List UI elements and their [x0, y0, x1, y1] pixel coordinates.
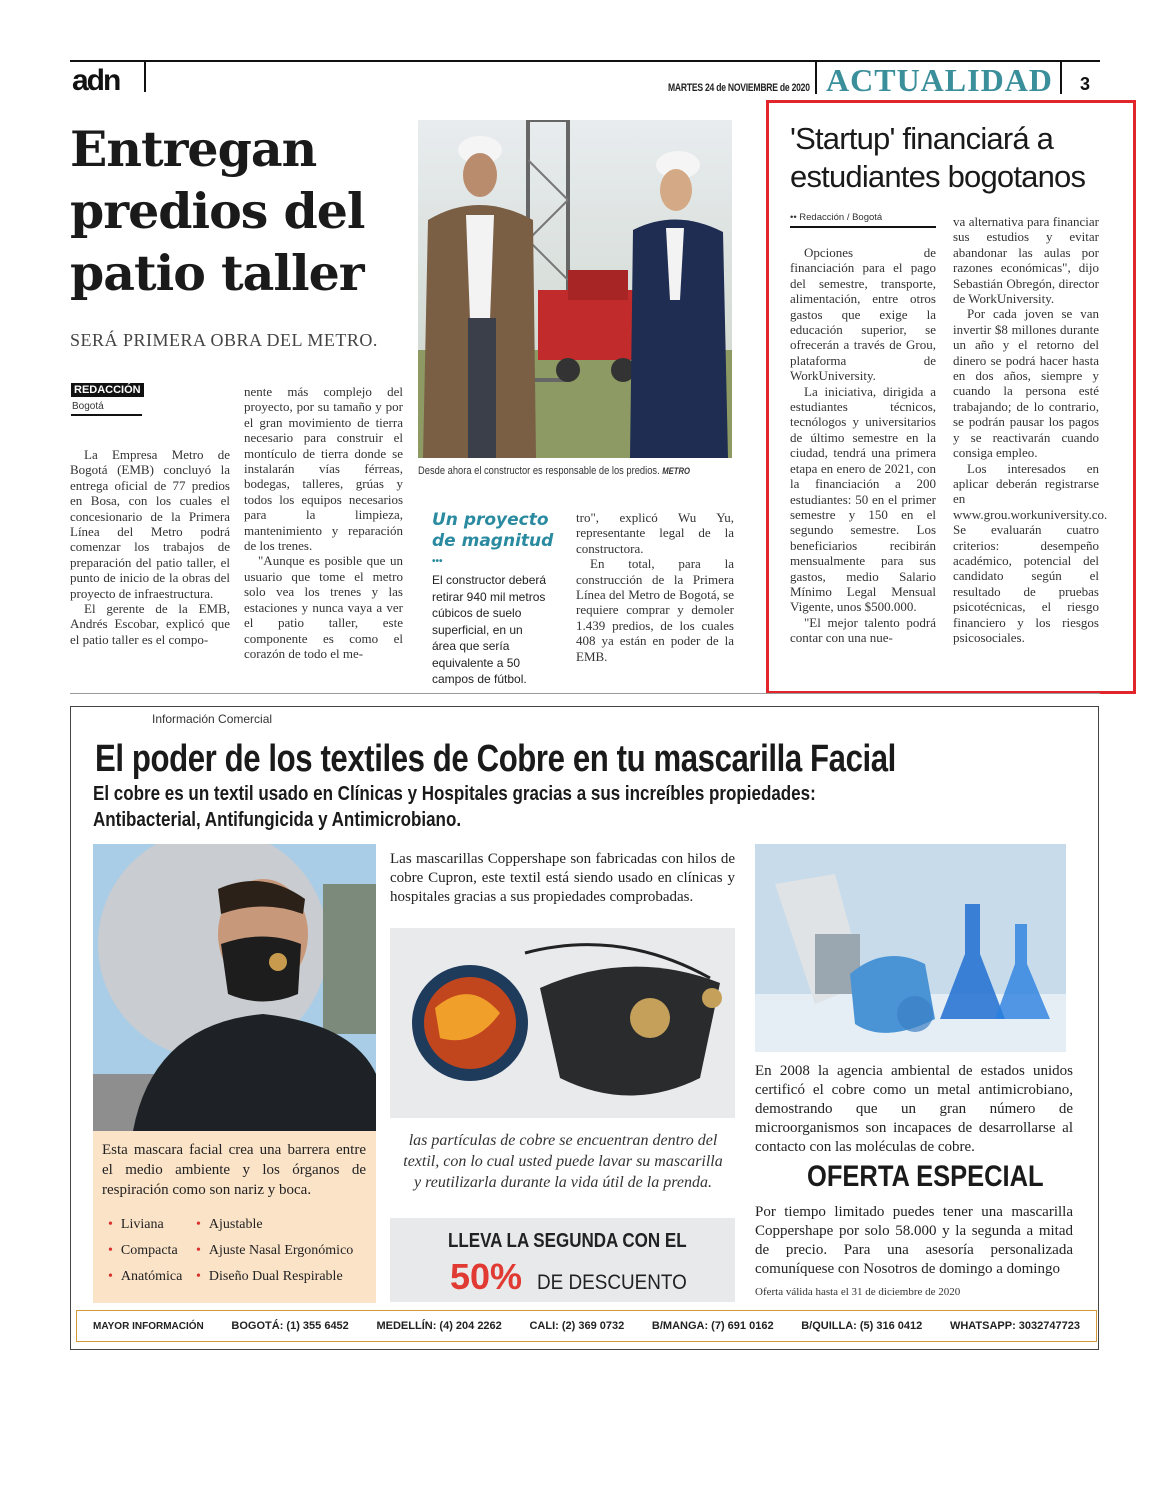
feature-item: • Ajustable — [196, 1217, 263, 1232]
headline-line-3: patio taller — [70, 244, 364, 302]
feature-item: • Liviana — [108, 1217, 164, 1232]
article-kicker: SERÁ PRIMERA OBRA DEL METRO. — [70, 330, 378, 350]
left-caption: Esta mascara facial crea una barrera entre el medio ambiente y los órganos de respiración como son nariz y boca. — [102, 1142, 366, 1198]
startup-byline-rule — [790, 226, 936, 228]
main-article-column-4 — [576, 510, 734, 664]
feature-item: • Ajuste Nasal Ergonómico — [196, 1243, 354, 1258]
paragraph: "Aunque es posible que un usuario que tome el metro solo vea los trenes y las estaciones y nunca vaya a ver el patio taller, este componente es como el corazón de todo el me- — [244, 553, 403, 661]
sidebar-text: El constructor deberá retirar 940 mil metros cúbicos de suelo superficial, en un área que sería equivalente a 50 campos de fútbol. — [432, 573, 547, 686]
promo-percent: 50% — [450, 1256, 523, 1297]
ad-headline: El poder de los textiles de Cobre en tu mascarilla Facial — [95, 738, 896, 780]
construction-site-photo — [418, 120, 732, 458]
lab-illustration — [755, 844, 1066, 1052]
paragraph: Los interesados en aplicar deberán registrarse en www.grou.workuniversity.co. Se evaluarán cuatro criterios: desempeño académico, potencial del candidato según el resultado de pruebas psicotécnicas, el riesgo financiero y los riesgos psicosociales. — [953, 460, 1108, 645]
logo-divider — [144, 62, 146, 92]
paragraph: nente más complejo del proyecto, por su tamaño y por el gran movimiento de tierra necesario para construir el montículo de tierra donde se instalarán vías férreas, bodegas, talleres, grúas y todos los equipos necesarios para la limpieza, mantenimiento y reparación de los trenes. — [244, 384, 403, 554]
byline-rule — [71, 414, 142, 416]
contact-whatsapp: WHATSAPP: 3032747723 — [949, 1320, 1080, 1332]
ad-subheadline-1: El cobre es un textil usado en Clínicas y Hospitales gracias a sus increíbles propiedades: — [93, 783, 816, 805]
date-divider — [815, 62, 817, 94]
contact-bmanga: B/MANGA: (7) 691 0162 — [651, 1320, 774, 1332]
feature-item: • Compacta — [108, 1243, 178, 1258]
copper-mask-product-photo — [390, 928, 735, 1118]
promo-suffix: DE DESCUENTO — [537, 1271, 687, 1294]
laboratory-photo — [755, 844, 1066, 1052]
startup-column-2 — [953, 214, 1108, 645]
offer-text: Por tiempo limitado puedes tener una mascarilla Coppershape por solo 58.000 y la segunda a mitad de precio. Para una asesoría personalizada comuníquese con Nosotros de domingo a domingo — [755, 1204, 1073, 1277]
startup-byline: •• Redacción / Bogotá — [790, 212, 883, 223]
paragraph: La iniciativa, dirigida a estudiantes técnicos, tecnólogos y universitarios de último semestre en la ciudad, tendrá una primera etapa en enero de 2021, con la financiación a 200 estudiantes: 50 en el primer semestre y 150 en el segundo semestre. Los beneficiarios recibirán mensualmente para sus gastos, medio Salario Mínimo Legal Mensual Vigente, unos $500.000. — [790, 383, 936, 615]
promo-line: LLEVA LA SEGUNDA CON EL — [448, 1230, 687, 1252]
sidebar-title-line-1: Un proyecto — [432, 510, 549, 530]
man-with-mask-photo — [93, 844, 376, 1131]
offer-note: Oferta válida hasta el 31 de diciembre de 2020 — [755, 1286, 961, 1298]
section-title: ACTUALIDAD — [826, 62, 1053, 98]
paragraph: Opciones de financiación para el pago del semestre, transporte, alimentación, entre otros gastos que exige la educación superior, se ofrecerán a través de Grou, plataforma de WorkUniversity. — [790, 245, 936, 384]
feature-item: • Anatómica — [108, 1269, 183, 1284]
features-list — [108, 1212, 376, 1290]
contact-cali: CALI: (2) 369 0732 — [529, 1320, 625, 1332]
main-article-column-1 — [70, 447, 230, 647]
byline-city: Bogotá — [72, 401, 104, 412]
right-text: En 2008 la agencia ambiental de estados unidos certificó el cobre como un metal antimicrobiano, demostrando que un gran número de microorganismos son incapaces de desarrollarse al contacto con las moléculas de cobre. — [755, 1063, 1073, 1155]
ad-label: Información Comercial — [152, 712, 273, 726]
mask-photo-illustration — [93, 844, 376, 1131]
sidebar-title — [432, 510, 553, 552]
product-illustration — [390, 928, 735, 1118]
caption-text: Desde ahora el constructor es responsable de los predios. — [418, 465, 660, 477]
offer-title: OFERTA ESPECIAL — [807, 1160, 1044, 1193]
feature-item: • Diseño Dual Respirable — [196, 1269, 343, 1284]
paragraph: Por cada joven se van invertir $8 millones durante un año y el retorno del dinero se podrá hacer hasta en dos años, siempre y cuando la persona esté trabajando; de lo contrario, se podrán pausar los pagos y se reactivarán cuando consiga empleo. — [953, 306, 1099, 461]
contact-info-label: MAYOR INFORMACIÓN — [93, 1320, 204, 1332]
photo-caption — [418, 465, 690, 477]
headline-line-1: Entregan — [70, 120, 317, 178]
issue-date: MARTES 24 de NOVIEMBRE de 2020 — [668, 82, 810, 94]
section-divider — [1060, 62, 1062, 94]
startup-headline: 'Startup' financiará a estudiantes bogotanos — [790, 121, 1086, 194]
ad-subheadline-2: Antibacterial, Antifungicida y Antimicrobiano. — [93, 809, 462, 831]
paragraph: En total, para la construcción de la Primera Línea del Metro de Bogotá, se requiere comprar y demoler 1.439 predios, de los cuales 408 ya están en poder de la EMB. — [576, 556, 734, 664]
newspaper-logo: adn — [72, 64, 120, 97]
paragraph: tro", explicó Wu Yu, representante legal de la constructora. — [576, 510, 734, 556]
photo-credit: METRO — [662, 466, 690, 476]
headline-line-2: predios del — [70, 182, 365, 240]
sidebar-title-line-2: de magnitud — [432, 531, 554, 551]
page-separator — [70, 693, 1100, 694]
paragraph: El gerente de la EMB, Andrés Escobar, explicó que el patio taller es el compo- — [70, 601, 230, 647]
center-italic-note: las partículas de cobre se encuentran dentro del textil, con lo cual usted puede lavar su mascarilla y reutilizarla durante la vida útil de la prenda. — [403, 1132, 723, 1191]
page-number: 3 — [1080, 74, 1091, 94]
sidebar-dots: ••• — [432, 556, 443, 567]
contact-bar — [76, 1310, 1097, 1342]
byline-label: REDACCIÓN — [71, 383, 144, 397]
paragraph: "El mejor talento podrá contar con una nue- — [790, 614, 936, 646]
main-headline — [70, 118, 365, 304]
startup-column-1 — [790, 245, 936, 646]
contact-bquilla: B/QUILLA: (5) 316 0412 — [801, 1320, 923, 1332]
photo-illustration — [418, 120, 732, 458]
contact-medellin: MEDELLÍN: (4) 204 2262 — [376, 1320, 502, 1332]
main-article-column-2 — [244, 384, 403, 661]
contact-bogota: BOGOTÁ: (1) 355 6452 — [231, 1320, 349, 1332]
paragraph: va alternativa para financiar sus estudios y evitar abandonar las aulas por razones económicas", dijo Sebastián Obregón, director de WorkUniversity. — [953, 214, 1099, 307]
center-intro: Las mascarillas Coppershape son fabricadas con hilos de cobre Cupron, este textil está siendo usado en clínicas y hospitales gracias a sus propiedades comprobadas. — [390, 851, 735, 905]
paragraph: La Empresa Metro de Bogotá (EMB) concluyó la entrega oficial de 77 predios en Bosa, con los cuales el concesionario de la Primera Línea del Metro podrá comenzar los trabajos de preparación del patio taller, el punto de inicio de la obras del proyecto de infraestructura. — [70, 447, 230, 601]
